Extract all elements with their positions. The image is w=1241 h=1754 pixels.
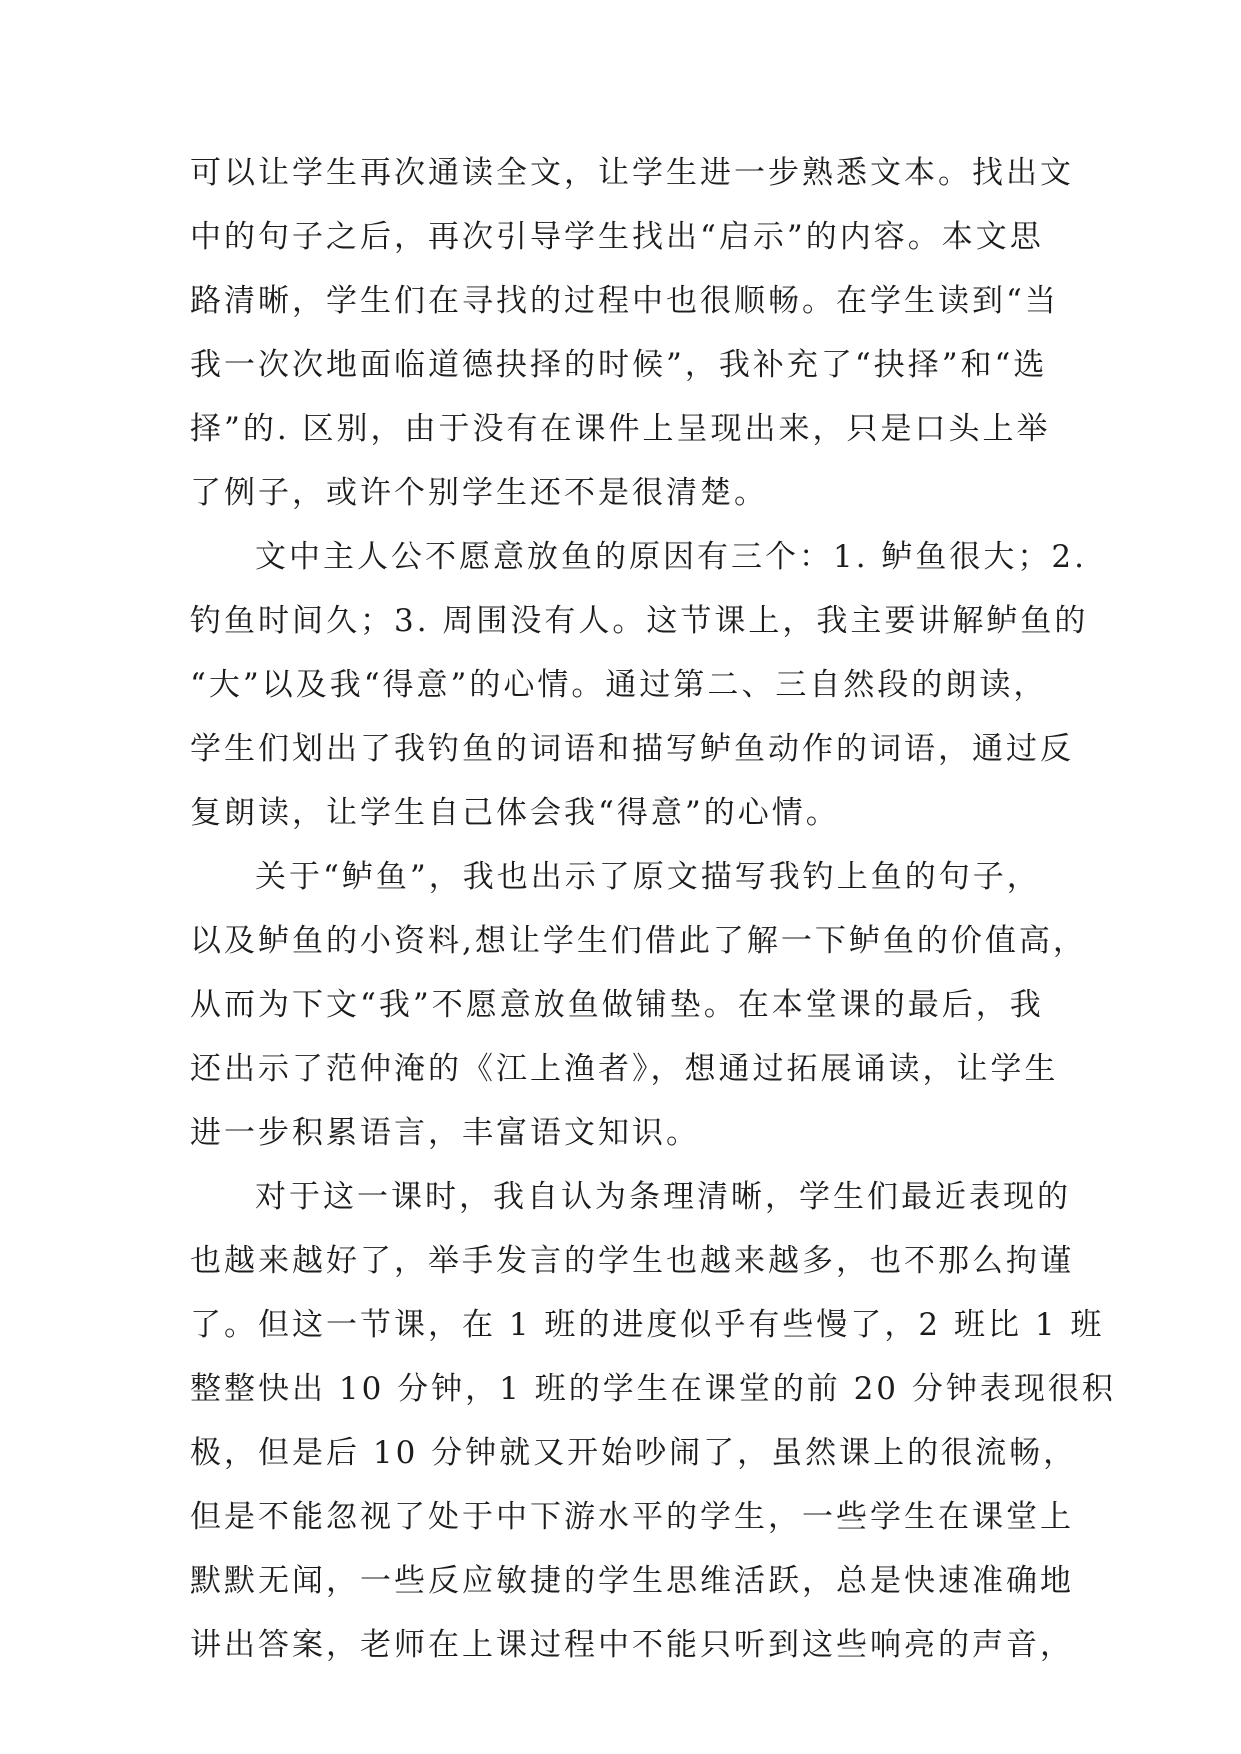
paragraph-first-line: 关于“鲈鱼”，我也出示了原文描写我钓上鱼的句子， xyxy=(255,859,1041,895)
text-line: 我一次次地面临道德抉择的时候”，我补充了“抉择”和“选 xyxy=(190,347,1048,383)
text-line: 还出示了范仲淹的《江上渔者》，想通过拓展诵读，让学生 xyxy=(190,1051,1059,1087)
text-line: 从而为下文“我”不愿意放鱼做铺垫。在本堂课的最后，我 xyxy=(190,987,1044,1023)
text-line: 复朗读，让学生自己体会我“得意”的心情。 xyxy=(190,795,840,831)
text-line: 择”的. 区别，由于没有在课件上呈现出来，只是口头上举 xyxy=(190,411,1051,447)
text-line: 也越来越好了，举手发言的学生也越来越多，也不那么拘谨 xyxy=(190,1243,1074,1279)
paragraph-first-line: 对于这一课时，我自认为条理清晰，学生们最近表现的 xyxy=(255,1179,1071,1215)
text-line: 了例子，或许个别学生还不是很清楚。 xyxy=(190,475,768,511)
text-line: 进一步积累语言，丰富语文知识。 xyxy=(190,1115,700,1151)
text-line: 默默无闻，一些反应敏捷的学生思维活跃，总是快速准确地 xyxy=(190,1563,1074,1599)
text-line: 路清晰，学生们在寻找的过程中也很顺畅。在学生读到“当 xyxy=(190,283,1059,319)
text-line: 钓鱼时间久；3. 周围没有人。这节课上，我主要讲解鲈鱼的 xyxy=(190,603,1089,639)
text-line: 以及鲈鱼的小资料,想让学生们借此了解一下鲈鱼的价值高， xyxy=(190,923,1087,959)
text-line: 讲出答案，老师在上课过程中不能只听到这些响亮的声音， xyxy=(190,1627,1074,1663)
text-line: 可以让学生再次通读全文，让学生进一步熟悉文本。找出文 xyxy=(190,155,1074,191)
paragraph-first-line: 文中主人公不愿意放鱼的原因有三个：1. 鲈鱼很大；2. xyxy=(255,539,1088,575)
text-line: 但是不能忽视了处于中下游水平的学生，一些学生在课堂上 xyxy=(190,1499,1074,1535)
text-line: 整整快出 10 分钟，1 班的学生在课堂的前 20 分钟表现很积 xyxy=(190,1371,1116,1407)
text-line: 中的句子之后，再次引导学生找出“启示”的内容。本文思 xyxy=(190,219,1044,255)
text-line: “大”以及我“得意”的心情。通过第二、三自然段的朗读， xyxy=(190,667,1048,703)
text-line: 极，但是后 10 分钟就又开始吵闹了，虽然课上的很流畅， xyxy=(190,1435,1078,1471)
text-line: 学生们划出了我钓鱼的词语和描写鲈鱼动作的词语，通过反 xyxy=(190,731,1074,767)
text-line: 了。但这一节课，在 1 班的进度似乎有些慢了，2 班比 1 班 xyxy=(190,1307,1105,1343)
